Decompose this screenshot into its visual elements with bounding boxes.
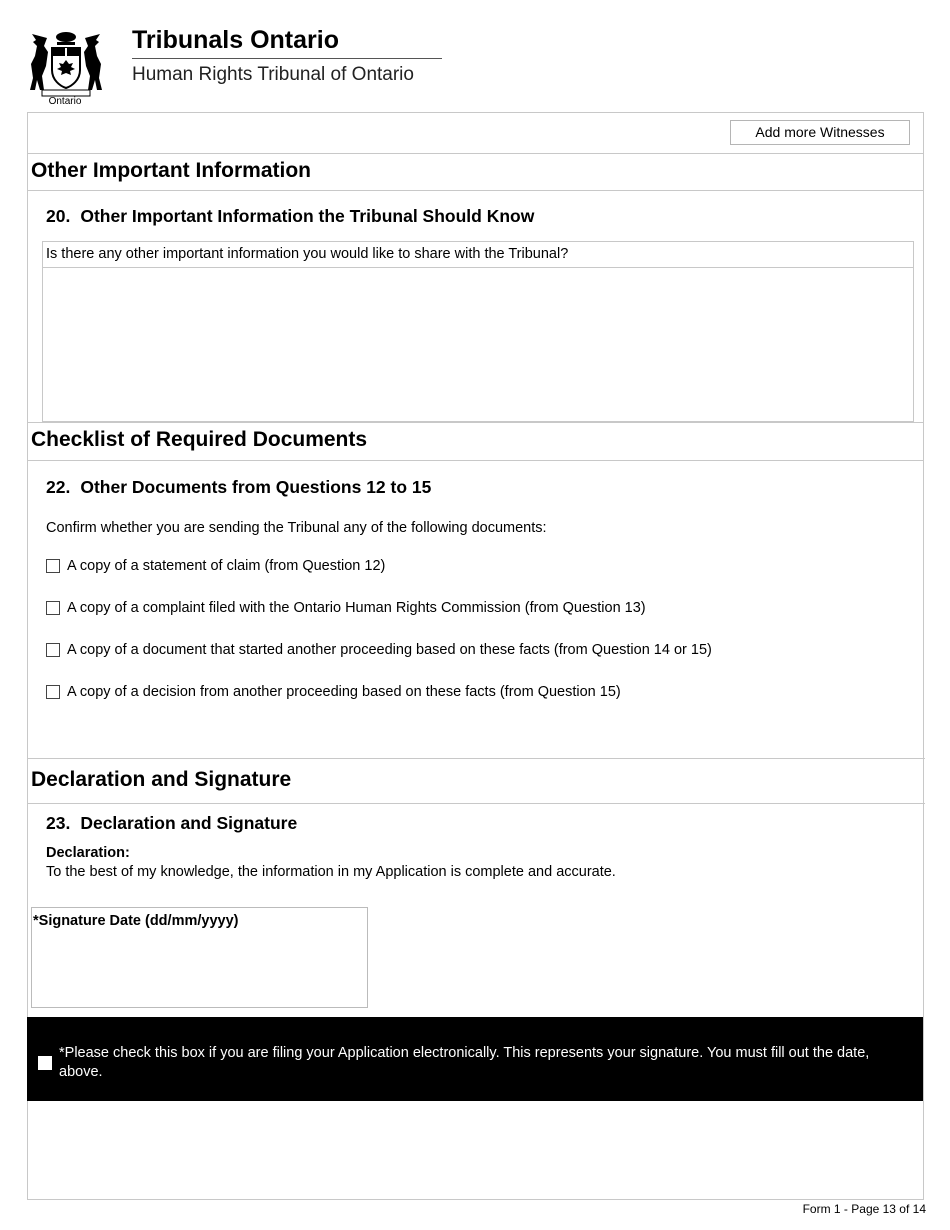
electronic-filing-band <box>27 1017 923 1101</box>
declaration-text: To the best of my knowledge, the information in my Application is complete and accurate. <box>46 864 616 880</box>
checklist-item[interactable] <box>46 558 385 574</box>
checklist-item[interactable] <box>46 600 646 616</box>
divider <box>28 803 925 804</box>
checklist-item[interactable] <box>46 642 712 658</box>
other-information-field <box>42 241 914 422</box>
question-number: 22. <box>46 477 71 497</box>
section-title-checklist: Checklist of Required Documents <box>31 428 368 451</box>
section-title-declaration: Declaration and Signature <box>31 768 292 791</box>
checklist-item-label: A copy of a decision from another proceeding based on these facts (from Question 15) <box>67 684 621 700</box>
page-footer: Form 1 - Page 13 of 14 <box>802 1202 926 1216</box>
checklist-item-label: A copy of a document that started another proceeding based on these facts (from Question 14 or 15) <box>67 642 712 658</box>
question-23-heading <box>46 813 297 834</box>
header-divider <box>132 58 442 59</box>
org-title: Tribunals Ontario <box>132 26 339 54</box>
section-title-other-information: Other Important Information <box>31 159 311 182</box>
divider <box>28 460 923 461</box>
question-title: Declaration and Signature <box>80 813 298 833</box>
question-title: Other Documents from Questions 12 to 15 <box>80 477 432 497</box>
logo-caption: Ontario <box>48 96 82 107</box>
electronic-filing-checkbox[interactable] <box>38 1056 52 1070</box>
electronic-filing-text: *Please check this box if you are filing your Application electronically. This represents your signature. You must fill out the date, above. <box>59 1045 870 1080</box>
question-number: 23. <box>46 813 71 833</box>
divider <box>28 422 923 423</box>
checklist-item[interactable] <box>46 684 621 700</box>
divider <box>28 153 923 154</box>
checkbox[interactable] <box>46 559 60 573</box>
signature-date-label: *Signature Date (dd/mm/yyyy) <box>33 913 239 929</box>
other-information-label: Is there any other important information you would like to share with the Tribunal? <box>43 242 913 268</box>
signature-date-field <box>31 907 368 1008</box>
other-information-textarea[interactable] <box>43 268 913 421</box>
question-title: Other Important Information the Tribunal Should Know <box>80 206 535 226</box>
checklist-item-label: A copy of a statement of claim (from Question 12) <box>67 558 386 574</box>
question-22-heading <box>46 477 431 498</box>
question-number: 20. <box>46 206 71 226</box>
checkbox[interactable] <box>46 643 60 657</box>
divider <box>28 190 923 191</box>
divider <box>28 758 925 759</box>
checkbox[interactable] <box>46 601 60 615</box>
checkbox[interactable] <box>46 685 60 699</box>
org-subtitle: Human Rights Tribunal of Ontario <box>132 64 414 85</box>
checklist-item-label: A copy of a complaint filed with the Ontario Human Rights Commission (from Question 13) <box>67 600 646 616</box>
add-more-witnesses-button[interactable]: Add more Witnesses <box>730 120 910 145</box>
signature-date-input[interactable] <box>32 935 367 995</box>
checklist-intro: Confirm whether you are sending the Tribunal any of the following documents: <box>46 520 547 536</box>
question-20-heading <box>46 206 534 227</box>
declaration-label: Declaration: <box>46 845 130 861</box>
